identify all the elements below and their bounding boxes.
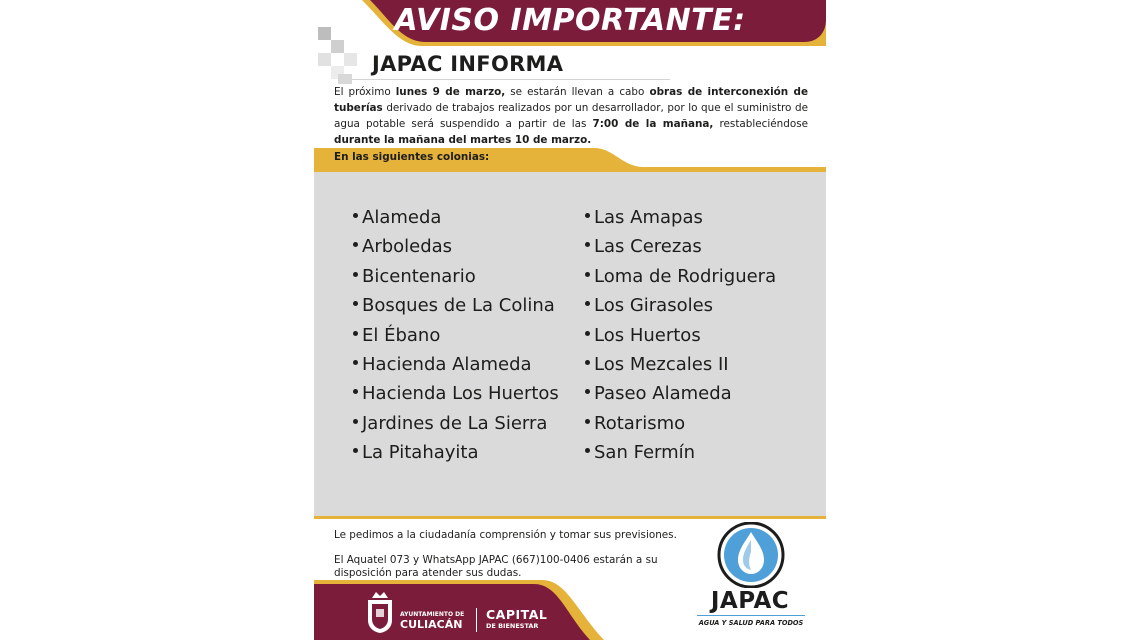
notice-works: obras de interconexión de tuberías — [334, 86, 809, 114]
colonia-item: El Ébano — [352, 323, 559, 352]
colonia-item: Rotarismo — [584, 411, 776, 440]
colonia-item: Jardines de La Sierra — [352, 411, 559, 440]
notice-text-3: derivado de trabajos realizados por un desarrollador, por lo que el suministro de agua potable será suspendido a partir de las — [334, 102, 808, 130]
colonias-right-column — [584, 205, 776, 470]
colonia-item: San Fermín — [584, 440, 776, 469]
notice-time: 7:00 de la mañana, — [592, 118, 714, 130]
colonia-item: Bicentenario — [352, 264, 559, 293]
footer-contact: El Aquatel 073 y WhatsApp JAPAC (667)100-0406 estarán a su disposición para atender sus dudas. — [334, 554, 658, 579]
japac-tagline: AGUA Y SALUD PARA TODOS — [698, 619, 804, 627]
colonia-item: Hacienda Los Huertos — [352, 381, 559, 410]
japac-logo-text: JAPAC — [710, 588, 790, 614]
capital-label: CAPITAL — [486, 607, 548, 622]
culiacan-small-label: AYUNTAMIENTO DE — [400, 611, 465, 618]
colonia-item: Loma de Rodriguera — [584, 264, 776, 293]
notice-text-4: restableciéndose — [713, 118, 809, 130]
notice-text-1: El próximo — [334, 86, 396, 98]
colonia-item: Arboledas — [352, 234, 559, 263]
notice-text-2: se estarán llevan a cabo — [505, 86, 650, 98]
water-drop-icon — [716, 522, 786, 588]
footer-message: Le pedimos a la ciudadanía comprensión y tomar sus previsiones. — [334, 529, 677, 541]
colonia-item: La Pitahayita — [352, 440, 559, 469]
colonia-item: Bosques de La Colina — [352, 293, 559, 322]
page-title: AVISO IMPORTANTE: — [394, 3, 746, 38]
subtitle-divider — [352, 79, 670, 80]
colonia-item: Los Mezcales II — [584, 352, 776, 381]
colonia-item: Las Amapas — [584, 205, 776, 234]
notice-restore: durante la mañana del martes 10 de marzo. — [334, 134, 592, 146]
notice-date: lunes 9 de marzo, — [395, 86, 506, 98]
footer-gold-divider — [314, 516, 826, 519]
colonia-item: Los Girasoles — [584, 293, 776, 322]
colonia-item: Hacienda Alameda — [352, 352, 559, 381]
culiacan-big-label: CULIACÁN — [400, 618, 463, 631]
notice-poster — [314, 0, 826, 640]
colonias-left-column — [352, 205, 559, 470]
colonias-label: En las siguientes colonias: — [334, 151, 490, 163]
culiacan-divider — [476, 608, 477, 632]
capital-sub-label: DE BIENESTAR — [486, 622, 539, 630]
japac-logo-underline — [697, 615, 805, 616]
colonia-item: Los Huertos — [584, 323, 776, 352]
culiacan-seal-icon — [364, 590, 396, 634]
colonia-item: Las Cerezas — [584, 234, 776, 263]
section-subtitle: JAPAC INFORMA — [372, 52, 564, 76]
colonia-item: Paseo Alameda — [584, 381, 776, 410]
notice-paragraph — [334, 84, 808, 148]
colonia-item: Alameda — [352, 205, 559, 234]
